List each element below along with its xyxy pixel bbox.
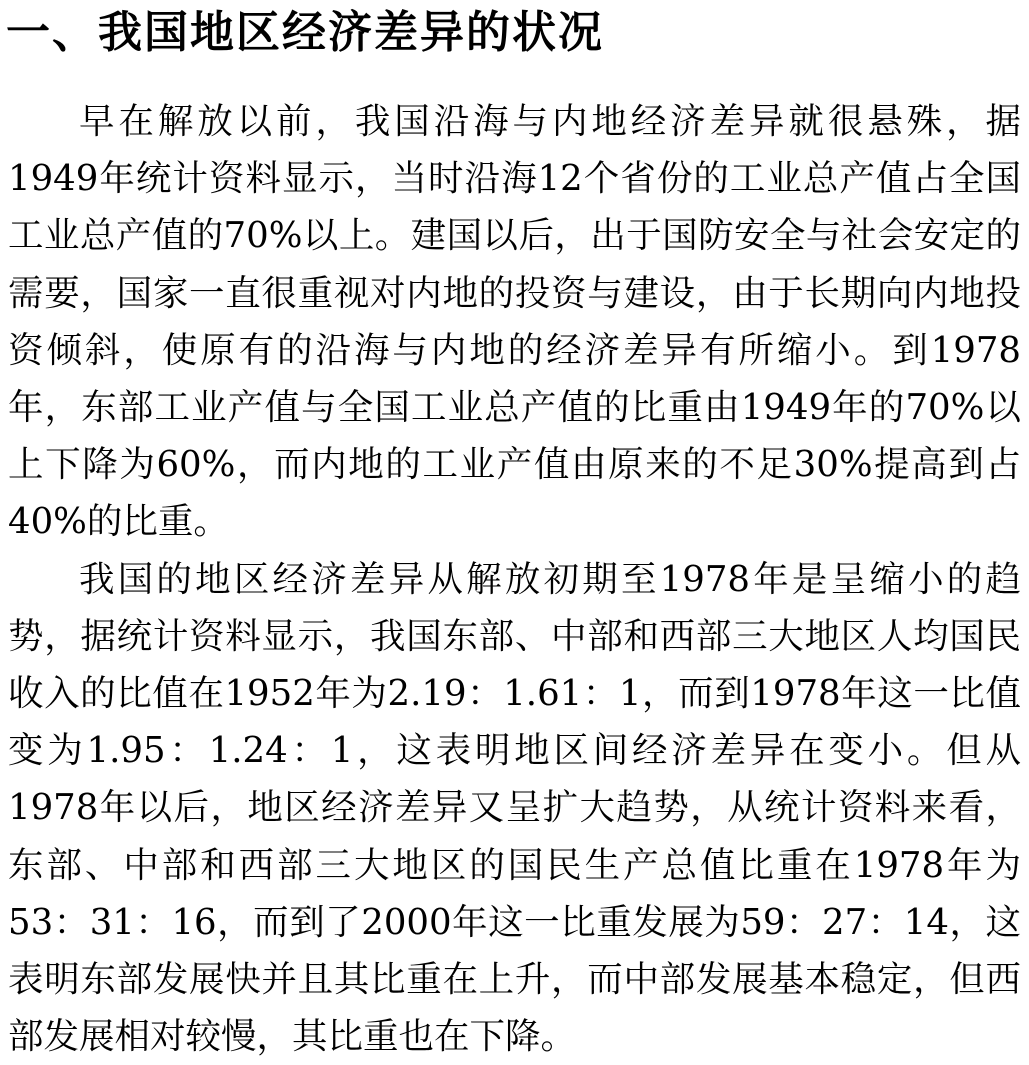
paragraph-1: 早在解放以前，我国沿海与内地经济差异就很悬殊，据1949年统计资料显示，当时沿海12个省份的工业总产值占全国工业总产值的70%以上。建国以后，出于国防安全与社会安定的需要，国家一直很重视对内地的投资与建设，由于长期向内地投资倾斜，使原有的沿海与内地的经济差异有所缩小。到1978年，东部工业产值与全国工业总产值的比重由1949年的70%以上下降为60%，而内地的工业产值由原来的不足30%提高到占40%的比重。 (8, 101, 1021, 543)
section-heading: 一、我国地区经济差异的状况 (6, 7, 604, 58)
paragraph-2: 我国的地区经济差异从解放初期至1978年是呈缩小的趋势，据统计资料显示，我国东部、中部和西部三大地区人均国民收入的比值在1952年为2.19：1.61：1，而到1978年这一比值变为1.95：1.24：1，这表明地区间经济差异在变小。但从1978年以后，地区经济差异又呈扩大趋势，从统计资料来看，东部、中部和西部三大地区的国民生产总值比重在1978年为53：31：16，而到了2000年这一比重发展为59：27：14，这表明东部发展快并且其比重在上升，而中部发展基本稳定，但西部发展相对较慢，其比重也在下降。 (8, 558, 1021, 1058)
body-text (8, 93, 1021, 1065)
